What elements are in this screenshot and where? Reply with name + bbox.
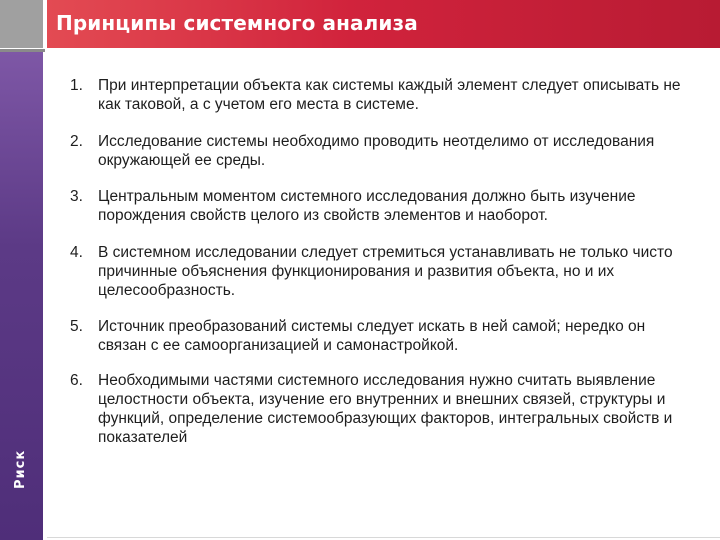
list-item-text: При интерпретации объекта как системы каждый элемент следует описывать не как таковой, а с учетом его места в системе. [98, 77, 681, 113]
list-item [70, 371, 690, 447]
list-item-number: 2. [70, 133, 83, 150]
list-item-number: 3. [70, 188, 83, 205]
list-item [70, 132, 690, 170]
list-item [70, 317, 690, 355]
list-item [70, 243, 690, 300]
list-item-number: 5. [70, 318, 83, 335]
list-item-text: Центральным моментом системного исследования должно быть изучение порождения свойств целого из свойств элементов и наоборот. [98, 188, 636, 224]
slide-title: Принципы системного анализа [56, 11, 418, 35]
list-item [70, 187, 690, 225]
list-item [70, 76, 690, 114]
list-item-number: 6. [70, 372, 83, 389]
bottom-divider [47, 537, 720, 538]
list-item-number: 1. [70, 77, 83, 94]
list-item-text: Исследование системы необходимо проводить неотделимо от исследования окружающей ее среды. [98, 133, 655, 169]
list-item-number: 4. [70, 244, 83, 261]
corner-block [0, 0, 45, 48]
list-item-text: Необходимыми частями системного исследования нужно считать выявление целостности объекта, изучение его внутренних и внешних связей, структуры и функций, определение системообразующих факторов, интегральных свойств и показателей [98, 372, 673, 446]
principles-list [70, 76, 690, 447]
list-item-text: Источник преобразований системы следует искать в ней самой; нередко он связан с ее самоорганизацией и самонастройкой. [98, 318, 646, 354]
sidebar-label: Риск [13, 449, 28, 489]
list-item-text: В системном исследовании следует стремиться устанавливать не только чисто причинные объяснения функционирования и развития объекта, но и их целесообразность. [98, 244, 673, 299]
